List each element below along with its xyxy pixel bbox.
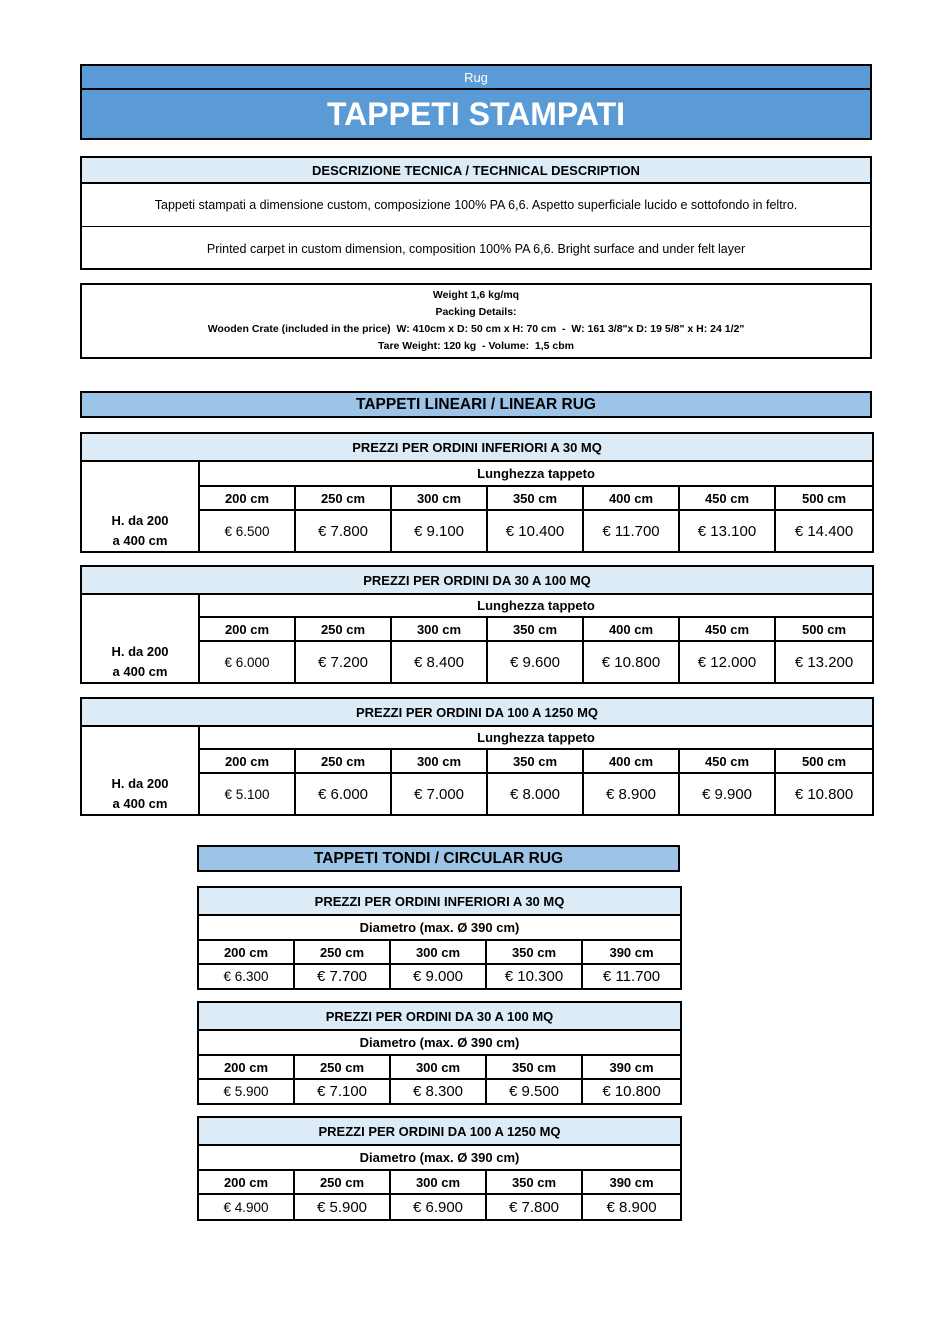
size-header: 390 cm [582, 1170, 681, 1194]
price-cell: € 10.800 [583, 641, 679, 683]
diameter-label: Diametro (max. Ø 390 cm) [198, 915, 681, 940]
length-label: Lunghezza tappeto [199, 594, 873, 617]
price-cell: € 4.900 [198, 1194, 294, 1220]
size-header: 250 cm [295, 617, 391, 641]
price-cell: € 9.500 [486, 1079, 582, 1104]
corner-cell [81, 749, 199, 773]
technical-description [80, 156, 872, 270]
size-header: 300 cm [390, 1170, 486, 1194]
price-cell: € 10.300 [486, 964, 582, 989]
corner-cell [81, 594, 199, 617]
circular-price-table [197, 886, 682, 990]
size-header: 300 cm [391, 749, 487, 773]
size-header: 200 cm [198, 940, 294, 964]
price-cell: € 13.100 [679, 510, 775, 552]
size-header: 390 cm [582, 1055, 681, 1079]
price-cell: € 8.000 [487, 773, 583, 815]
size-header: 350 cm [486, 1055, 582, 1079]
price-cell: € 7.800 [486, 1194, 582, 1220]
size-header: 200 cm [199, 617, 295, 641]
size-header: 450 cm [679, 486, 775, 510]
corner-cell [81, 726, 199, 749]
price-cell: € 6.000 [199, 641, 295, 683]
size-header: 200 cm [198, 1170, 294, 1194]
circular-price-table [197, 1001, 682, 1105]
size-header: 250 cm [294, 940, 390, 964]
height-range-line-1: H. da 200 [111, 512, 169, 528]
price-cell: € 11.700 [582, 964, 681, 989]
size-header: 400 cm [583, 749, 679, 773]
packing-info [80, 283, 872, 359]
table-caption: PREZZI PER ORDINI DA 100 A 1250 MQ [198, 1117, 681, 1145]
height-range-label [81, 510, 199, 552]
table-caption: PREZZI PER ORDINI DA 30 A 100 MQ [81, 566, 873, 594]
price-cell: € 6.000 [295, 773, 391, 815]
length-label: Lunghezza tappeto [199, 461, 873, 486]
price-cell: € 7.000 [391, 773, 487, 815]
price-cell: € 9.000 [390, 964, 486, 989]
height-range-line-2: a 400 cm [112, 795, 168, 811]
size-header: 350 cm [487, 749, 583, 773]
size-header: 500 cm [775, 749, 873, 773]
size-header: 200 cm [199, 749, 295, 773]
size-header: 500 cm [775, 617, 873, 641]
size-header: 450 cm [679, 617, 775, 641]
diameter-label: Diametro (max. Ø 390 cm) [198, 1030, 681, 1055]
linear-price-table [80, 565, 874, 684]
size-header: 350 cm [486, 1170, 582, 1194]
height-range-line-1: H. da 200 [111, 643, 169, 659]
height-range-label [81, 773, 199, 815]
price-cell: € 7.700 [294, 964, 390, 989]
description-italian: Tappeti stampati a dimensione custom, composizione 100% PA 6,6. Aspetto superficiale lucido e sottofondo in feltro. [82, 184, 870, 227]
size-header: 500 cm [775, 486, 873, 510]
height-range-line-2: a 400 cm [112, 532, 168, 548]
price-cell: € 10.800 [582, 1079, 681, 1104]
size-header: 200 cm [198, 1055, 294, 1079]
circular-rug-section-title: TAPPETI TONDI / CIRCULAR RUG [197, 845, 680, 872]
size-header: 350 cm [487, 486, 583, 510]
crate-dimensions: Wooden Crate (included in the price) W: 410cm x D: 50 cm x H: 70 cm - W: 161 3/8"x D: 19 5/8" x H: 24 1/2" [207, 323, 745, 335]
size-header: 400 cm [583, 617, 679, 641]
size-header: 250 cm [294, 1170, 390, 1194]
size-header: 300 cm [391, 617, 487, 641]
price-cell: € 6.300 [198, 964, 294, 989]
size-header: 250 cm [295, 749, 391, 773]
size-header: 400 cm [583, 486, 679, 510]
price-cell: € 7.200 [295, 641, 391, 683]
table-caption: PREZZI PER ORDINI INFERIORI A 30 MQ [81, 433, 873, 461]
size-header: 200 cm [199, 486, 295, 510]
packing-details-label: Packing Details: [435, 306, 517, 318]
linear-rug-section-title: TAPPETI LINEARI / LINEAR RUG [80, 391, 872, 418]
height-range-line-1: H. da 200 [111, 775, 169, 791]
weight-text: Weight 1,6 kg/mq [432, 289, 520, 301]
price-cell: € 7.100 [294, 1079, 390, 1104]
price-cell: € 10.400 [487, 510, 583, 552]
size-header: 300 cm [391, 486, 487, 510]
header-category: Rug [82, 66, 870, 90]
size-header: 300 cm [390, 1055, 486, 1079]
price-cell: € 9.100 [391, 510, 487, 552]
height-range-label [81, 641, 199, 683]
price-cell: € 5.100 [199, 773, 295, 815]
price-cell: € 8.400 [391, 641, 487, 683]
size-header: 250 cm [295, 486, 391, 510]
document-header [80, 64, 872, 140]
corner-cell [81, 486, 199, 510]
table-caption: PREZZI PER ORDINI DA 30 A 100 MQ [198, 1002, 681, 1030]
tare-weight: Tare Weight: 120 kg - Volume: 1,5 cbm [377, 340, 575, 352]
size-header: 250 cm [294, 1055, 390, 1079]
price-cell: € 11.700 [583, 510, 679, 552]
table-caption: PREZZI PER ORDINI DA 100 A 1250 MQ [81, 698, 873, 726]
page-title: TAPPETI STAMPATI [82, 90, 870, 138]
size-header: 390 cm [582, 940, 681, 964]
price-cell: € 6.500 [199, 510, 295, 552]
size-header: 350 cm [486, 940, 582, 964]
diameter-label: Diametro (max. Ø 390 cm) [198, 1145, 681, 1170]
price-cell: € 5.900 [294, 1194, 390, 1220]
price-cell: € 12.000 [679, 641, 775, 683]
price-cell: € 7.800 [295, 510, 391, 552]
price-cell: € 10.800 [775, 773, 873, 815]
price-cell: € 8.900 [583, 773, 679, 815]
size-header: 350 cm [487, 617, 583, 641]
corner-cell [81, 617, 199, 641]
description-english: Printed carpet in custom dimension, composition 100% PA 6,6. Bright surface and under felt layer [206, 241, 746, 256]
price-cell: € 13.200 [775, 641, 873, 683]
circular-price-table [197, 1116, 682, 1221]
linear-price-table [80, 432, 874, 553]
description-heading: DESCRIZIONE TECNICA / TECHNICAL DESCRIPTION [82, 158, 870, 184]
price-cell: € 14.400 [775, 510, 873, 552]
corner-cell [81, 461, 199, 486]
price-cell: € 8.900 [582, 1194, 681, 1220]
price-cell: € 9.600 [487, 641, 583, 683]
price-cell: € 6.900 [390, 1194, 486, 1220]
linear-price-table [80, 697, 874, 816]
size-header: 450 cm [679, 749, 775, 773]
table-caption: PREZZI PER ORDINI INFERIORI A 30 MQ [198, 887, 681, 915]
height-range-line-2: a 400 cm [112, 663, 168, 679]
length-label: Lunghezza tappeto [199, 726, 873, 749]
price-cell: € 9.900 [679, 773, 775, 815]
size-header: 300 cm [390, 940, 486, 964]
price-cell: € 8.300 [390, 1079, 486, 1104]
price-cell: € 5.900 [198, 1079, 294, 1104]
